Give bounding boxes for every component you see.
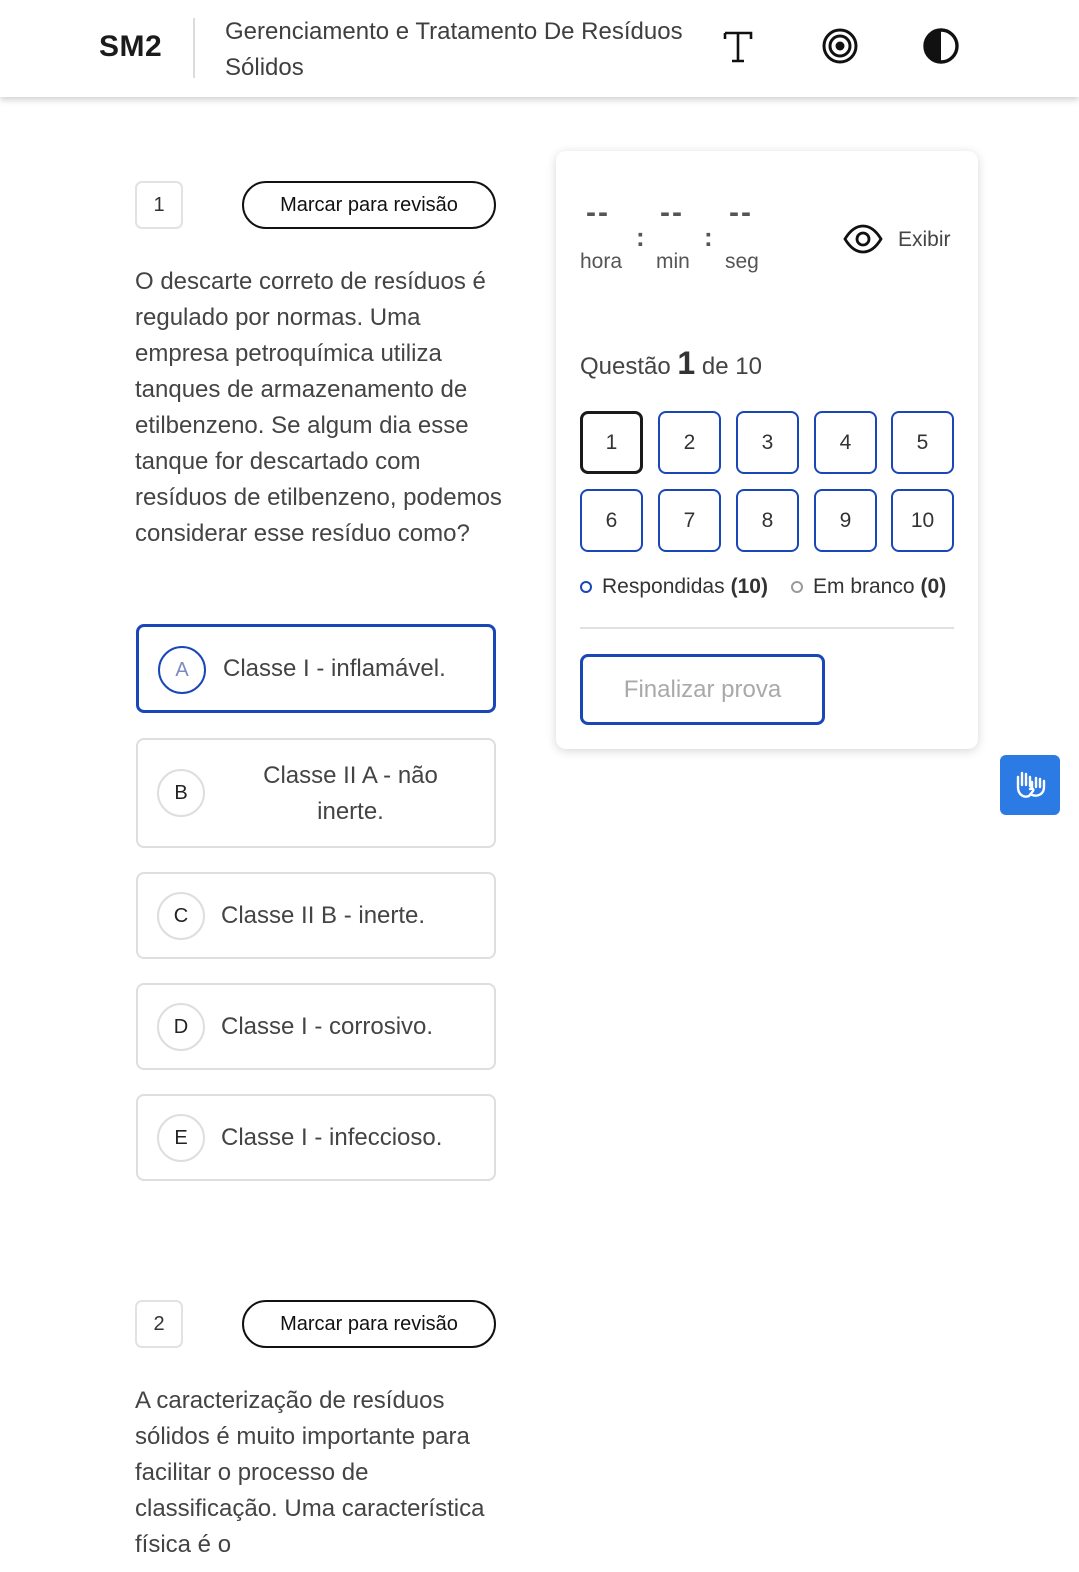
- eye-icon[interactable]: [843, 222, 883, 256]
- answered-dot-icon: [580, 581, 592, 593]
- option-text: Classe II B - inerte.: [221, 902, 426, 929]
- question-nav-button[interactable]: 5: [891, 411, 954, 474]
- option-letter: C: [157, 892, 205, 940]
- legend-blank: [791, 575, 946, 599]
- legend-answered-count: (10): [730, 575, 768, 598]
- legend-answered-label: Respondidas: [602, 575, 725, 598]
- finish-exam-button[interactable]: Finalizar prova: [580, 654, 825, 725]
- sign-language-hands-icon: [1010, 765, 1050, 805]
- sign-language-button[interactable]: [1000, 755, 1060, 815]
- font-size-icon[interactable]: [718, 24, 758, 68]
- legend-blank-label: Em branco: [813, 575, 915, 598]
- option-text: Classe I - corrosivo.: [221, 1013, 434, 1040]
- question-nav-button[interactable]: 7: [658, 489, 721, 552]
- question-counter-prefix: Questão: [580, 353, 671, 380]
- legend-answered: [580, 575, 768, 599]
- option-text: Classe I - inflamável.: [223, 655, 446, 682]
- timer-minutes-label: min: [656, 250, 690, 273]
- question-nav-button[interactable]: 6: [580, 489, 643, 552]
- contrast-icon[interactable]: [921, 24, 961, 68]
- option-letter: B: [157, 769, 205, 817]
- timer-hours-label: hora: [580, 250, 623, 273]
- answer-option-d[interactable]: [136, 983, 496, 1070]
- option-text: Classe I - infeccioso.: [221, 1124, 443, 1151]
- answer-option-b[interactable]: [136, 738, 496, 848]
- question-nav-button[interactable]: 8: [736, 489, 799, 552]
- question-text: A caracterização de resíduos sólidos é muito importante para facilitar o processo de classificação. Uma característica física é o: [135, 1387, 485, 1558]
- panel-divider: [580, 627, 954, 629]
- legend-blank-count: (0): [920, 575, 947, 598]
- blank-dot-icon: [791, 581, 803, 593]
- question-nav-button[interactable]: 2: [658, 411, 721, 474]
- show-timer-label[interactable]: Exibir: [898, 228, 951, 251]
- timer-seconds: --: [729, 196, 753, 229]
- mark-for-review-button[interactable]: Marcar para revisão: [242, 181, 496, 229]
- option-letter: E: [157, 1114, 205, 1162]
- question-counter-total: de 10: [701, 353, 762, 380]
- question-nav-button[interactable]: 10: [891, 489, 954, 552]
- timer-minutes: --: [660, 196, 684, 229]
- question-nav-button[interactable]: 1: [580, 411, 643, 474]
- question-counter-current: 1: [677, 345, 696, 381]
- timer-seconds-label: seg: [725, 250, 759, 273]
- question-counter: [580, 345, 762, 382]
- focus-target-icon[interactable]: [820, 24, 860, 68]
- option-letter: D: [157, 1003, 205, 1051]
- answer-option-c[interactable]: [136, 872, 496, 959]
- answer-option-a[interactable]: [136, 624, 496, 713]
- question-nav-button[interactable]: 4: [814, 411, 877, 474]
- top-header: [0, 0, 1079, 97]
- header-divider: [193, 18, 195, 78]
- question-nav-button[interactable]: 9: [814, 489, 877, 552]
- timer-separator: :: [636, 222, 645, 252]
- mark-for-review-button[interactable]: Marcar para revisão: [242, 1300, 496, 1348]
- brand-logo: SM2: [99, 30, 163, 63]
- question-nav-button[interactable]: 3: [736, 411, 799, 474]
- timer-hours: --: [586, 196, 610, 229]
- option-text: Classe II A - não inerte.: [263, 762, 438, 825]
- answer-option-e[interactable]: [136, 1094, 496, 1181]
- question-text: O descarte correto de resíduos é regulado por normas. Uma empresa petroquímica utiliza tanques de armazenamento de etilbenzeno. Se algum dia esse tanque for descartado com resíduos de etilbenzeno, podemos considerar esse resíduo como?: [135, 268, 502, 547]
- question-number: 1: [135, 181, 183, 229]
- option-letter: A: [158, 646, 206, 694]
- course-title: Gerenciamento e Tratamento De Resíduos Sólidos: [225, 18, 683, 81]
- question-number: 2: [135, 1300, 183, 1348]
- timer-separator: :: [704, 222, 713, 252]
